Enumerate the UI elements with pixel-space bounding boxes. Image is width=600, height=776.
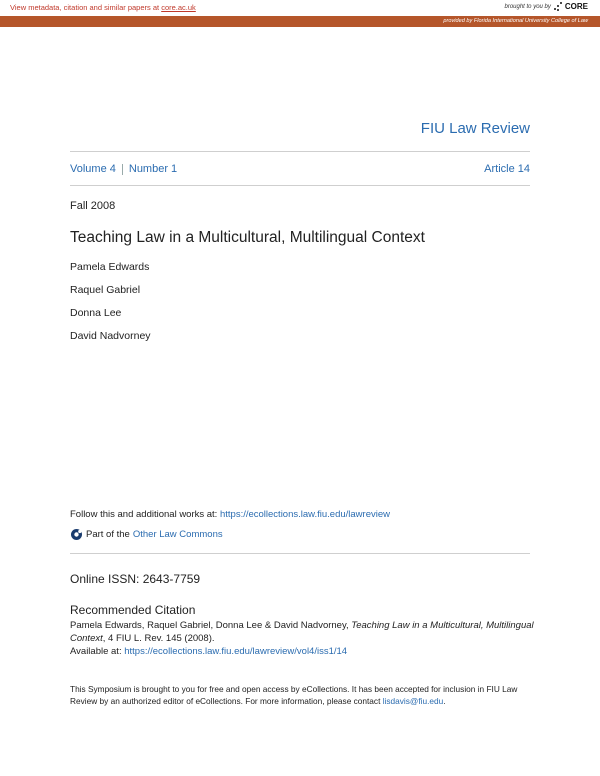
metadata-line: [10, 3, 196, 12]
author-1: Pamela Edwards: [70, 261, 150, 273]
metadata-text: View metadata, citation and similar papers at: [10, 3, 162, 12]
core-logo[interactable]: [554, 2, 588, 11]
contact-email-link[interactable]: lisdavis@fiu.edu: [382, 696, 444, 706]
provided-by-banner: [0, 16, 600, 27]
provided-by-text: provided by Florida International University College of Law: [443, 18, 588, 24]
journal-name-link[interactable]: FIU Law Review: [420, 120, 530, 137]
part-of-text: Part of the: [86, 529, 130, 540]
core-mark-icon: [554, 2, 563, 11]
available-link[interactable]: https://ecollections.law.fiu.edu/lawreview/vol4/iss1/14: [124, 646, 348, 657]
available-label: Available at:: [70, 646, 125, 657]
citation-text: [70, 619, 540, 658]
author-2: Raquel Gabriel: [70, 284, 141, 296]
publication-date: Fall 2008: [70, 200, 116, 212]
author-3: Donna Lee: [70, 307, 122, 319]
follow-line: [70, 509, 390, 520]
core-label: CORE: [564, 2, 588, 11]
separator: [122, 164, 123, 175]
footer-end: .: [443, 696, 446, 706]
citation-title: Teaching Law in a Multicultural, Multilingual Context: [70, 620, 534, 644]
article-link[interactable]: Article 14: [484, 163, 530, 175]
divider: [70, 151, 530, 152]
number-link[interactable]: Number 1: [128, 163, 178, 175]
online-issn: Online ISSN: 2643-7759: [70, 572, 201, 586]
divider: [70, 553, 530, 554]
follow-text: Follow this and additional works at:: [70, 509, 220, 520]
brought-by-text: brought to you by: [504, 3, 551, 10]
citation-rest: , 4 FIU L. Rev. 145 (2008).: [102, 633, 215, 644]
article-title: Teaching Law in a Multicultural, Multilingual Context: [70, 229, 425, 246]
recommended-citation-heading: Recommended Citation: [70, 603, 196, 617]
author-4: David Nadvorney: [70, 330, 151, 342]
part-of-line: [70, 528, 223, 541]
volume-row: [70, 163, 530, 175]
other-law-commons-link[interactable]: Other Law Commons: [132, 529, 223, 540]
citation-authors: Pamela Edwards, Raquel Gabriel, Donna Lee & David Nadvorney,: [70, 620, 352, 631]
volume-link[interactable]: Volume 4: [70, 163, 116, 175]
core-topbar: [0, 0, 600, 16]
lawreview-link[interactable]: https://ecollections.law.fiu.edu/lawreview: [219, 509, 390, 520]
footer-notice: [70, 683, 540, 707]
footer-text: This Symposium is brought to you for free and open access by eCollections. It has been accepted for inclusion in FIU Law Review by an authorized editor of eCollections. For more information, please contact: [70, 684, 518, 706]
network-icon: [70, 528, 83, 541]
divider: [70, 185, 530, 186]
core-ac-uk-link[interactable]: core.ac.uk: [161, 3, 196, 12]
brought-to-you: [505, 2, 589, 11]
